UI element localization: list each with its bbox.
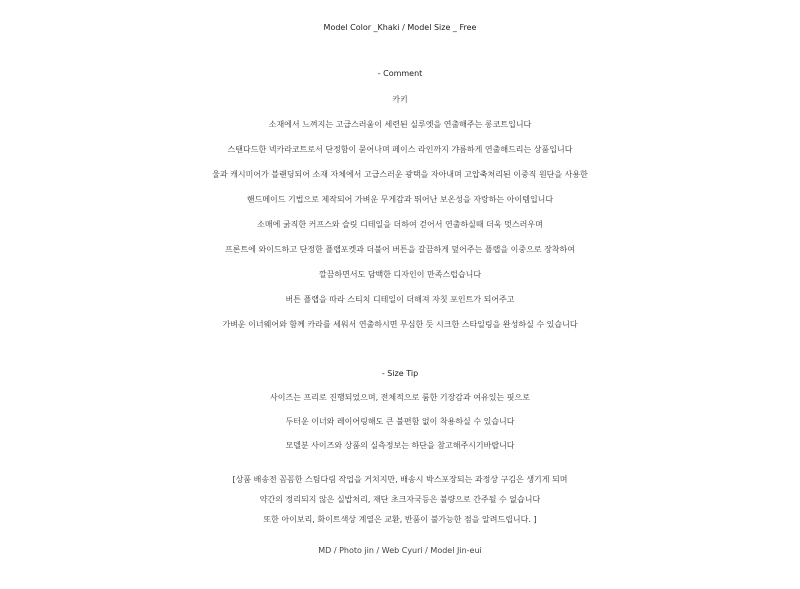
comment-heading: - Comment [377, 69, 423, 78]
comment-line: 깔끔하면서도 담백한 디자인이 만족스럽습니다 [318, 270, 482, 279]
model-info: Model Color _Khaki / Model Size _ Free [323, 23, 477, 32]
comment-line: 스탠다드한 넥카라코트로서 단정함이 묻어나며 페이스 라인까지 갸름하게 연출해드리는 상품입니다 [227, 145, 573, 154]
notice-line: 약간의 정리되지 않은 실밥처리, 재단 초크자국등은 불량으로 간주될 수 없습니다 [259, 495, 541, 504]
notice-line: 또한 아이보리, 화이트색상 계열은 교환, 반품이 불가능한 점을 알려드립니다. ] [263, 515, 537, 524]
comment-line: 핸드메이드 기법으로 제작되어 가벼운 무게감과 뛰어난 보온성을 자랑하는 아이템입니다 [246, 195, 554, 204]
comment-line: 카키 [392, 95, 408, 104]
comment-line: 울과 캐시미어가 블랜딩되어 소재 자체에서 고급스러운 광택을 자아내며 고압축처리된 이중직 원단을 사용한 [212, 170, 588, 179]
comment-line: 버튼 플랩을 따라 스티치 디테일이 더해져 자칫 포인트가 되어주고 [285, 295, 515, 304]
comment-line: 소재에서 느껴지는 고급스러움이 세련된 실루엣을 연출해주는 롱코트입니다 [268, 120, 532, 129]
size-tip-line: 두터운 이너와 레이어링해도 큰 불편함 없이 착용하실 수 있습니다 [285, 417, 515, 426]
size-tip-line: 사이즈는 프리로 진행되었으며, 전체적으로 룸한 기장감과 여유있는 핏으로 [270, 393, 530, 402]
comment-line: 소매에 굵직한 커프스와 슬릿 디테일을 더하여 걷어서 연출하실때 더욱 멋스러우며 [257, 220, 543, 229]
notice-line: [상품 배송전 꼼꼼한 스팀다림 작업을 거치지만, 배송시 박스포장되는 과정상 구김은 생기게 되며 [232, 475, 568, 484]
size-tip-heading: - Size Tip [381, 369, 419, 378]
comment-line: 프론트에 와이드하고 단정한 플랩포켓과 더불어 버튼을 갈끔하게 덮어주는 플랩을 이중으로 장착하여 [224, 245, 575, 254]
credits: MD / Photo jin / Web Cyuri / Model Jin-eui [318, 546, 482, 555]
comment-line: 가벼운 이너웨어와 함께 카라를 세워서 연출하시면 무심한 듯 시크한 스타일링을 완성하실 수 있습니다 [222, 320, 578, 329]
size-tip-line: 모델분 사이즈와 상품의 실측정보는 하단을 참고해주시기바랍니다 [285, 441, 515, 450]
